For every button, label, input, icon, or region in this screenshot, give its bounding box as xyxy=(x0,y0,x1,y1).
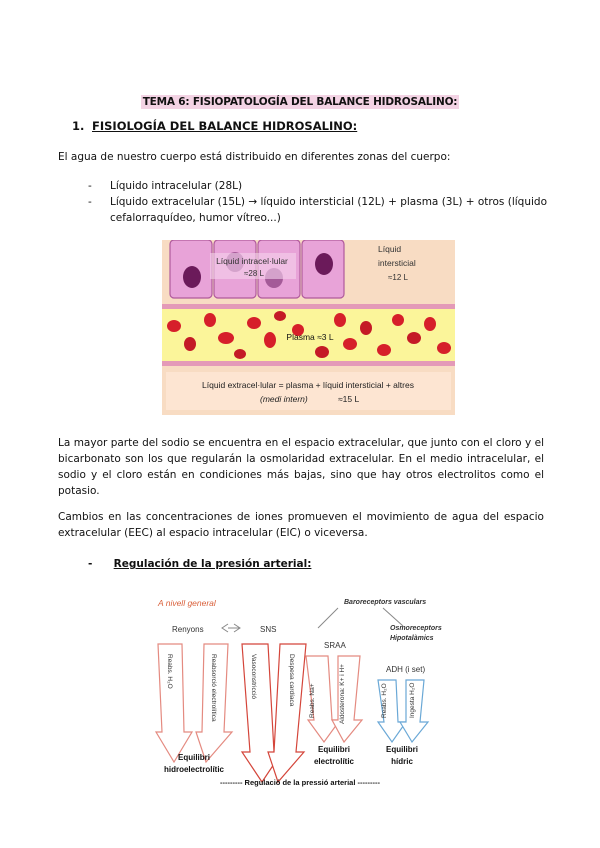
interstitial-value: ≈12 L xyxy=(388,273,408,282)
red-blood-cell xyxy=(167,320,181,332)
vessel-wall xyxy=(162,304,455,309)
red-blood-cell xyxy=(424,317,436,331)
section-heading-1 xyxy=(72,119,357,133)
figure-footer: --------- Regulació de la pressió arterial --------- xyxy=(219,778,381,787)
red-blood-cell xyxy=(218,332,234,344)
outcome-label: hídric xyxy=(391,757,413,766)
bullet-item: - Líquido intracelular (28L) xyxy=(88,178,553,194)
red-blood-cell xyxy=(274,311,286,321)
section-heading-text: Regulación de la presión arterial: xyxy=(113,558,312,570)
baroreceptors-label: Baroreceptors vasculars xyxy=(344,599,427,606)
arrow-label: Despesa cardíaca xyxy=(288,654,295,707)
section-number: 1. xyxy=(72,119,85,133)
intro-paragraph: El agua de nuestro cuerpo está distribuido en diferentes zonas del cuerpo: xyxy=(58,151,451,163)
extracellular-caption-note: (medi intern) xyxy=(260,394,308,404)
red-blood-cell xyxy=(392,314,404,326)
outcome-label: hidroelectrolític xyxy=(163,765,225,774)
arrow-label: Vasoconstricció xyxy=(250,654,257,700)
ion-paragraph: Cambios en las concentraciones de iones promueven el movimiento de agua del espacio extracelular (EEC) al espacio intracelular (EIC) o viceversa. xyxy=(58,511,544,539)
bullet-list xyxy=(88,178,553,226)
arrow-label: Ingesta H₂O xyxy=(409,682,416,718)
red-blood-cell xyxy=(247,317,261,329)
extracellular-caption: Líquid extracel·lular = plasma + líquid intersticial + altres xyxy=(202,380,414,390)
red-blood-cell xyxy=(377,344,391,356)
sns-label: SNS xyxy=(260,625,277,634)
red-blood-cell xyxy=(407,332,421,344)
body-water-figure xyxy=(162,240,455,415)
interstitial-label: intersticial xyxy=(378,258,416,268)
cell-nucleus xyxy=(315,253,333,275)
outcome-label: Equilibri xyxy=(318,745,350,754)
cell-nucleus xyxy=(183,266,201,288)
outcome-label: Equilibri xyxy=(178,753,210,762)
bullet-item: - Líquido extracelular (15L) → líquido intersticial (12L) + plasma (3L) + otros (líquido cefalorraquídeo, humor vítreo...) xyxy=(88,194,553,226)
osmoreceptors-label: Osmoreceptors xyxy=(390,625,442,632)
intracellular-value: ≈28 L xyxy=(244,269,264,278)
extracellular-value: ≈15 L xyxy=(338,394,360,404)
sodium-paragraph: La mayor parte del sodio se encuentra en el espacio extracelular, que junto con el cloro y el bicarbonato son los que regularán la osmolaridad extracelular. En el medio intracelular, el sodio y el cloro están en condiciones más bajas, sino que hay otros electrolitos como el potasio. xyxy=(58,437,544,497)
arrow-label: Reabs. H₂O xyxy=(166,654,173,689)
sraa-label: SRAA xyxy=(324,641,346,650)
kidneys-label: Renyons xyxy=(172,625,204,634)
general-level-label: A nivell general xyxy=(158,598,216,608)
red-blood-cell xyxy=(264,332,276,348)
plasma-label: Plasma ≈3 L xyxy=(286,332,334,342)
red-blood-cell xyxy=(315,346,329,358)
outcome-label: Equilibri xyxy=(386,745,418,754)
section-heading-text: FISIOLOGÍA DEL BALANCE HIDROSALINO: xyxy=(92,119,358,133)
caption-box xyxy=(166,372,451,410)
red-blood-cell xyxy=(360,321,372,335)
red-blood-cell xyxy=(234,349,246,359)
arrow-label: Reabs. H₂O xyxy=(381,683,388,718)
arrow-label: Reabsorció electrolítica xyxy=(210,654,217,722)
arrow-label: Reabs. Na+ xyxy=(309,683,316,718)
red-blood-cell xyxy=(184,337,196,351)
intracellular-label: Líquid intracel·lular xyxy=(216,256,288,266)
osmoreceptors-label: Hipotalàmics xyxy=(390,635,434,642)
page-title xyxy=(0,90,600,109)
red-blood-cell xyxy=(334,313,346,327)
red-blood-cell xyxy=(437,342,451,354)
arrow-label: Aldosterona: K+ i H+ xyxy=(339,664,346,724)
page-title-text: TEMA 6: FISIOPATOLOGÍA DEL BALANCE HIDROSALINO: xyxy=(142,96,458,108)
red-blood-cell xyxy=(343,338,357,350)
pressure-regulation-figure xyxy=(148,592,453,789)
section-heading-2 xyxy=(88,558,311,570)
interstitial-label: Líquid xyxy=(378,244,402,254)
outcome-label: electrolític xyxy=(313,757,355,766)
adh-label: ADH (i set) xyxy=(386,665,426,674)
section-dash: - xyxy=(88,558,93,570)
vessel-wall xyxy=(162,361,455,366)
red-blood-cell xyxy=(204,313,216,327)
